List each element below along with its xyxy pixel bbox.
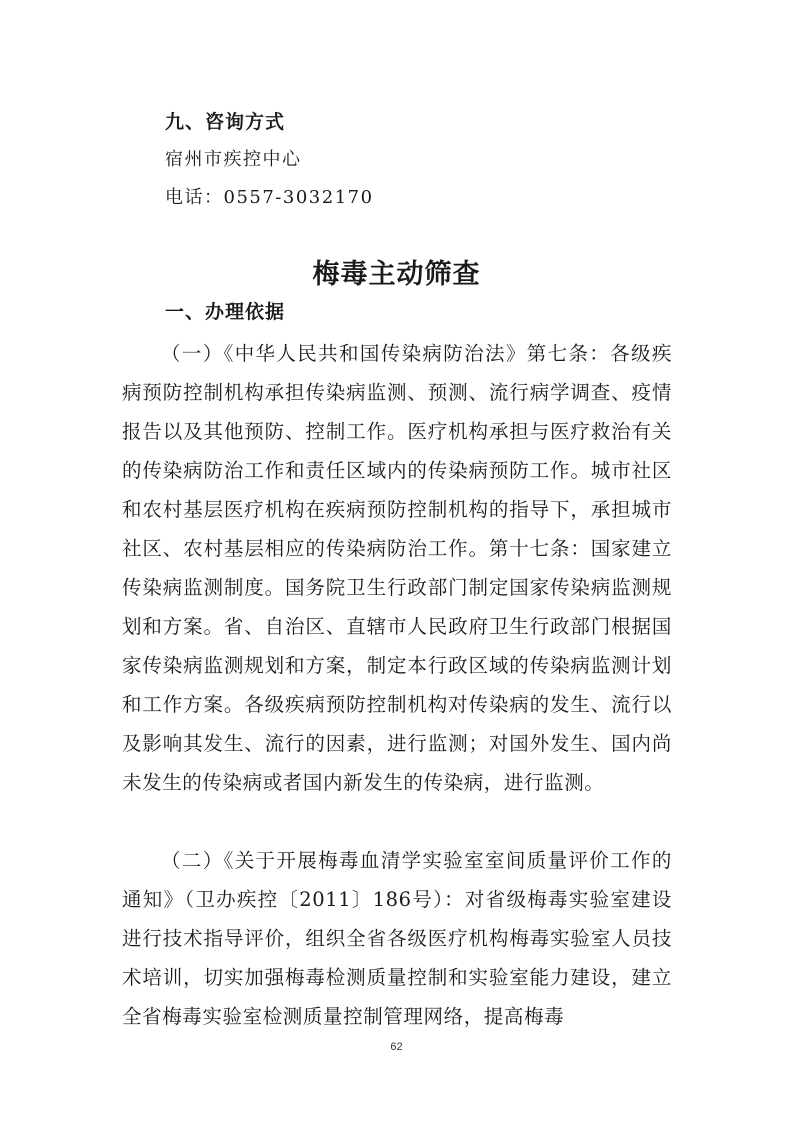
contact-organization: 宿州市疾控中心 (165, 149, 302, 170)
page-number: 62 (390, 1041, 403, 1053)
section-heading-consultation: 九、咨询方式 (165, 111, 286, 133)
document-title: 梅毒主动筛查 (312, 259, 481, 290)
section-heading-basis: 一、办理依据 (165, 301, 286, 323)
contact-phone: 电话：0557-3032170 (165, 187, 374, 208)
paragraph-basis-2: （二）《关于开展梅毒血清学实验室室间质量评价工作的通知》（卫办疾控〔2011〕186号）：对省级梅毒实验室建设进行技术指导评价，组织全省各级医疗机构梅毒实验室人员技术培训，切实加强梅毒检测质量控制和实验室能力建设，建立全省梅毒实验室检测质量控制管理网络，提高梅毒 (122, 849, 672, 1028)
paragraph-basis-1: （一）《中华人民共和国传染病防治法》第七条：各级疾病预防控制机构承担传染病监测、预测、流行病学调查、疫情报告以及其他预防、控制工作。医疗机构承担与医疗救治有关的传染病防治工作和责任区域内的传染病预防工作。城市社区和农村基层医疗机构在疾病预防控制机构的指导下，承担城市社区、农村基层相应的传染病防治工作。第十七条：国家建立传染病监测制度。国务院卫生行政部门制定国家传染病监测规划和方案。省、自治区、直辖市人民政府卫生行政部门根据国家传染病监测规划和方案，制定本行政区域的传染病监测计划和工作方案。各级疾病预防控制机构对传染病的发生、流行以及影响其发生、流行的因素，进行监测；对国外发生、国内尚未发生的传染病或者国内新发生的传染病，进行监测。 (122, 342, 672, 794)
